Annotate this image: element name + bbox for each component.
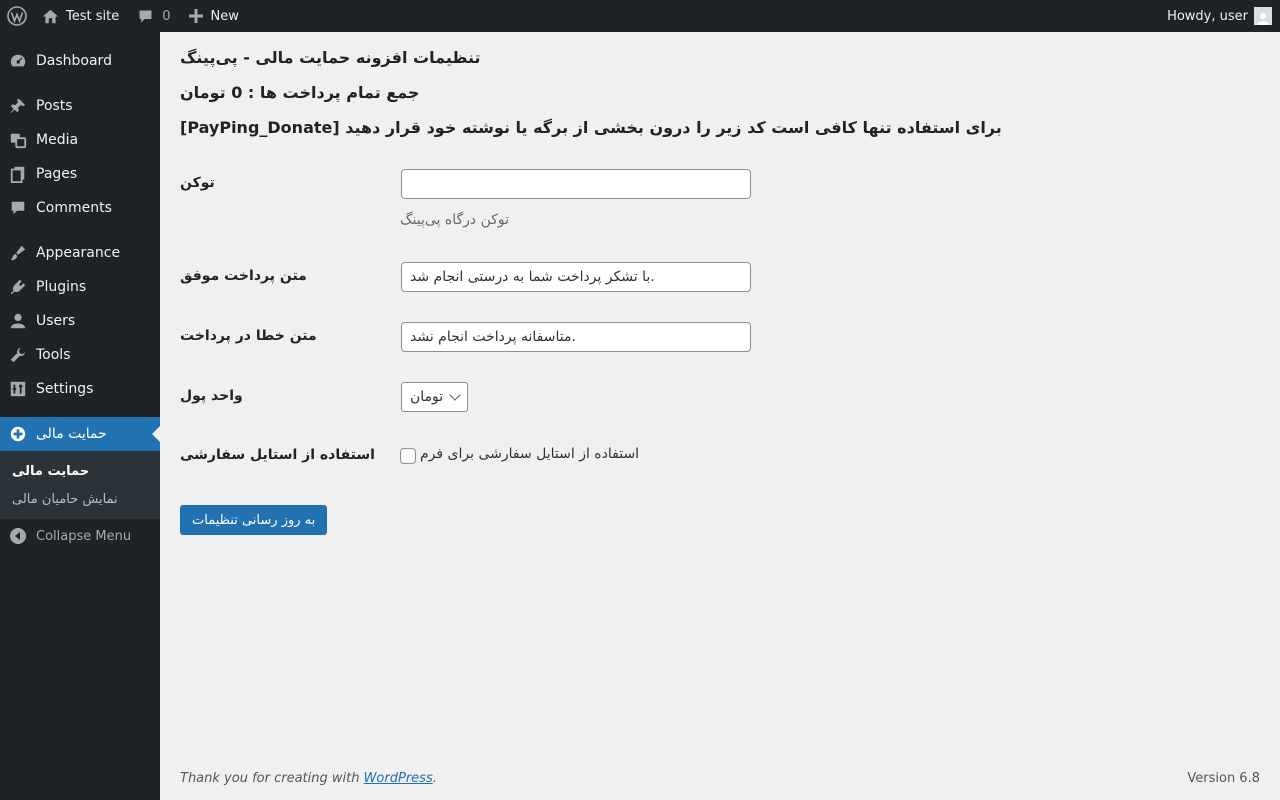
error-text-input[interactable] [401, 322, 751, 352]
token-description: توکن درگاه پی‌پینگ [400, 212, 510, 228]
page-title: تنظیمات افزونه حمایت مالی - پی‌پینگ [180, 48, 481, 67]
sidebar-item-label: Tools [36, 347, 71, 363]
sidebar-item-label: Pages [36, 166, 78, 182]
new-content-link[interactable] [181, 0, 247, 32]
footer-thanks-prefix: Thank you for creating with [180, 771, 364, 786]
wrench-icon [0, 346, 36, 364]
admin-sidebar [0, 32, 160, 800]
chevron-down-icon [449, 389, 460, 400]
submenu-item-donate-settings[interactable]: حمایت مالی [12, 464, 90, 479]
pages-icon [0, 165, 36, 183]
update-settings-button[interactable]: به روز رسانی تنظیمات [180, 505, 327, 535]
footer-thanks [180, 771, 437, 786]
collapse-arrow-icon [0, 528, 36, 544]
admin-bar [0, 0, 1280, 32]
currency-label: واحد پول [180, 388, 243, 404]
currency-selected-value: تومان [410, 389, 444, 405]
dashboard-icon [0, 52, 36, 70]
sidebar-item-label: Plugins [36, 279, 87, 295]
sidebar-item-label: Users [36, 313, 76, 329]
token-input[interactable] [401, 169, 751, 199]
wordpress-link[interactable]: WordPress [363, 771, 433, 786]
sidebar-item-label: حمایت مالی [36, 426, 107, 442]
new-label: New [210, 8, 239, 24]
plus-icon [189, 9, 203, 23]
sidebar-item-label: Appearance [36, 245, 121, 261]
account-menu[interactable] [1167, 7, 1280, 25]
sidebar-item-label: Media [36, 132, 79, 148]
total-payments: جمع تمام پرداخت ها : 0 تومان [180, 83, 420, 102]
collapse-menu-label: Collapse Menu [36, 528, 132, 544]
comments-count: 0 [162, 8, 171, 24]
sidebar-item-comments[interactable] [0, 191, 160, 225]
success-text-input[interactable] [401, 262, 751, 292]
sidebar-item-tools[interactable] [0, 338, 160, 372]
sidebar-item-plugins[interactable] [0, 270, 160, 304]
sidebar-item-label: Posts [36, 98, 73, 114]
sidebar-item-pages[interactable] [0, 157, 160, 191]
pin-icon [0, 97, 36, 115]
sidebar-item-appearance[interactable] [0, 236, 160, 270]
submenu-item-show-donors[interactable]: نمایش حامیان مالی [12, 492, 118, 507]
howdy-text: Howdy, user [1167, 8, 1248, 24]
sidebar-item-media[interactable] [0, 123, 160, 157]
custom-style-label: استفاده از استایل سفارشی [180, 447, 375, 463]
footer-version: Version 6.8 [1187, 771, 1260, 786]
sidebar-item-label: Comments [36, 200, 112, 216]
donate-submenu [0, 451, 160, 519]
site-name-link[interactable] [34, 0, 127, 32]
success-text-label: متن پرداخت موفق [180, 268, 307, 284]
custom-style-checkbox-label[interactable]: استفاده از استایل سفارشی برای فرم [420, 446, 640, 462]
settings-icon [0, 380, 36, 398]
home-icon [42, 8, 59, 25]
sidebar-item-posts[interactable] [0, 89, 160, 123]
footer-thanks-suffix: . [432, 771, 437, 786]
avatar [1254, 7, 1272, 25]
comments-link[interactable] [129, 0, 178, 32]
error-text-label: متن خطا در پرداخت [180, 328, 317, 344]
wordpress-logo-icon[interactable] [0, 0, 34, 32]
sidebar-item-settings[interactable] [0, 372, 160, 406]
custom-style-checkbox[interactable] [400, 448, 416, 464]
sidebar-item-label: Settings [36, 381, 94, 397]
sidebar-item-dashboard[interactable] [0, 44, 160, 78]
sidebar-item-users[interactable] [0, 304, 160, 338]
plus-circle-icon [0, 425, 36, 443]
brush-icon [0, 244, 36, 262]
user-icon [0, 312, 36, 330]
token-label: توکن [180, 175, 215, 191]
site-name: Test site [66, 8, 120, 24]
sidebar-item-donate[interactable] [0, 417, 160, 451]
sidebar-item-label: Dashboard [36, 53, 112, 69]
comment-icon [137, 8, 154, 25]
currency-select[interactable] [401, 382, 468, 412]
collapse-menu-button[interactable] [0, 519, 160, 553]
media-icon [0, 131, 36, 149]
main-content [160, 32, 1280, 800]
plugin-icon [0, 278, 36, 296]
shortcode-note: [PayPing_Donate] برای استفاده تنها کافی است کد زیر را درون بخشی از برگه یا نوشته خود قرار دهید [180, 118, 1002, 137]
comment-icon [0, 199, 36, 217]
